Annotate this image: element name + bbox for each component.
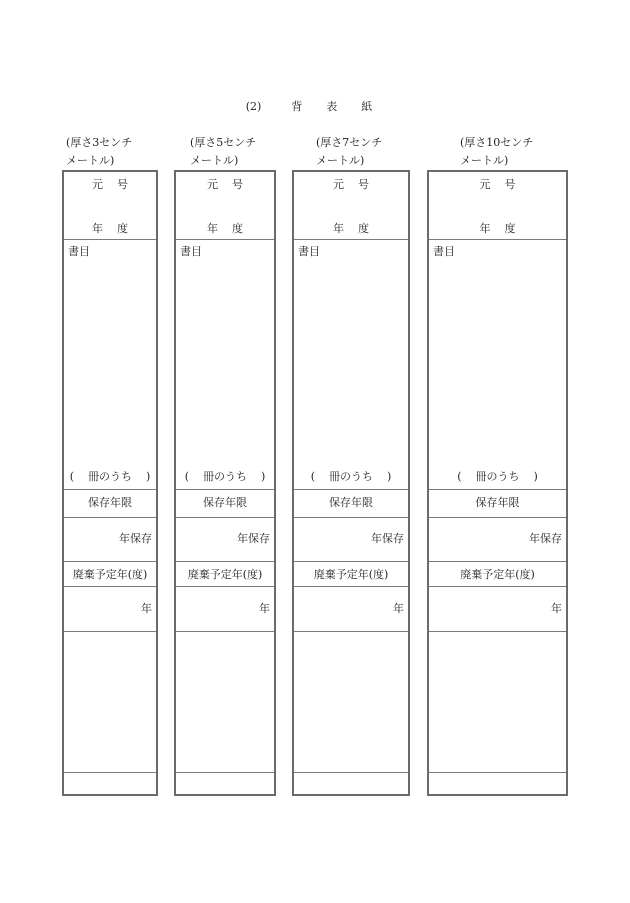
spine-form-7cm (292, 170, 410, 796)
disposal-year-value: 年 (393, 602, 404, 615)
divider (64, 239, 156, 240)
disposal-year-value: 年 (551, 602, 562, 615)
divider (429, 517, 566, 518)
shomoku-label: 書目 (68, 245, 90, 258)
divider (429, 586, 566, 587)
divider (64, 586, 156, 587)
disposal-year-label: 廃棄予定年(度) (313, 568, 389, 581)
caption-line: (厚さ10センチ (460, 136, 534, 149)
divider (64, 631, 156, 632)
divider (294, 239, 408, 240)
nendo-label: 年 度 (479, 222, 516, 235)
nendo-label: 年 度 (207, 222, 243, 235)
divider (176, 561, 274, 562)
spine-form-5cm (174, 170, 276, 796)
retention-period-label: 保存年限 (329, 496, 373, 509)
retention-period-label: 保存年限 (203, 496, 247, 509)
disposal-year-label: 廃棄予定年(度) (460, 568, 535, 581)
divider (294, 586, 408, 587)
gengo-label: 元 号 (479, 178, 516, 191)
divider (176, 586, 274, 587)
volume-count-label: ( 冊のうち ) (184, 470, 266, 483)
gengo-label: 元 号 (333, 178, 369, 191)
caption-line: メートル) (190, 154, 239, 167)
caption-line: (厚さ7センチ (316, 136, 383, 149)
retention-value: 年保存 (237, 532, 270, 545)
spine-caption-5cm (190, 134, 256, 170)
retention-period-label: 保存年限 (88, 496, 132, 509)
shomoku-label: 書目 (298, 245, 320, 258)
divider (294, 561, 408, 562)
divider (429, 561, 566, 562)
retention-value: 年保存 (371, 532, 404, 545)
disposal-year-value: 年 (259, 602, 270, 615)
spine-form-10cm (427, 170, 568, 796)
title-number: (2) (245, 100, 262, 113)
caption-line: (厚さ5センチ (190, 136, 257, 149)
title-char: 紙 (361, 100, 373, 113)
divider (294, 772, 408, 773)
divider (176, 489, 274, 490)
spine-caption-7cm (316, 134, 382, 170)
gengo-label: 元 号 (207, 178, 243, 191)
title-char: 表 (326, 100, 338, 113)
divider (64, 517, 156, 518)
divider (429, 489, 566, 490)
divider (429, 772, 566, 773)
retention-period-label: 保存年限 (475, 496, 520, 509)
spine-form-3cm (62, 170, 158, 796)
page-title (0, 98, 630, 114)
caption-line: メートル) (66, 154, 115, 167)
divider (429, 239, 566, 240)
volume-count-label: ( 冊のうち ) (457, 470, 538, 483)
disposal-year-label: 廃棄予定年(度) (72, 568, 148, 581)
retention-value: 年保存 (529, 532, 562, 545)
divider (64, 489, 156, 490)
nendo-label: 年 度 (92, 222, 128, 235)
divider (294, 489, 408, 490)
disposal-year-label: 廃棄予定年(度) (187, 568, 263, 581)
nendo-label: 年 度 (333, 222, 369, 235)
volume-count-label: ( 冊のうち ) (69, 470, 151, 483)
divider (294, 517, 408, 518)
caption-line: (厚さ3センチ (66, 136, 133, 149)
volume-count-label: ( 冊のうち ) (310, 470, 392, 483)
divider (176, 631, 274, 632)
divider (176, 772, 274, 773)
disposal-year-value: 年 (141, 602, 152, 615)
caption-line: メートル) (316, 154, 365, 167)
spine-caption-3cm (66, 134, 132, 170)
divider (64, 561, 156, 562)
gengo-label: 元 号 (92, 178, 128, 191)
title-char: 背 (291, 100, 303, 113)
spine-caption-10cm (460, 134, 533, 170)
shomoku-label: 書目 (433, 245, 455, 258)
divider (429, 631, 566, 632)
divider (64, 772, 156, 773)
divider (176, 239, 274, 240)
divider (294, 631, 408, 632)
retention-value: 年保存 (119, 532, 152, 545)
caption-line: メートル) (460, 154, 509, 167)
divider (176, 517, 274, 518)
shomoku-label: 書目 (180, 245, 202, 258)
